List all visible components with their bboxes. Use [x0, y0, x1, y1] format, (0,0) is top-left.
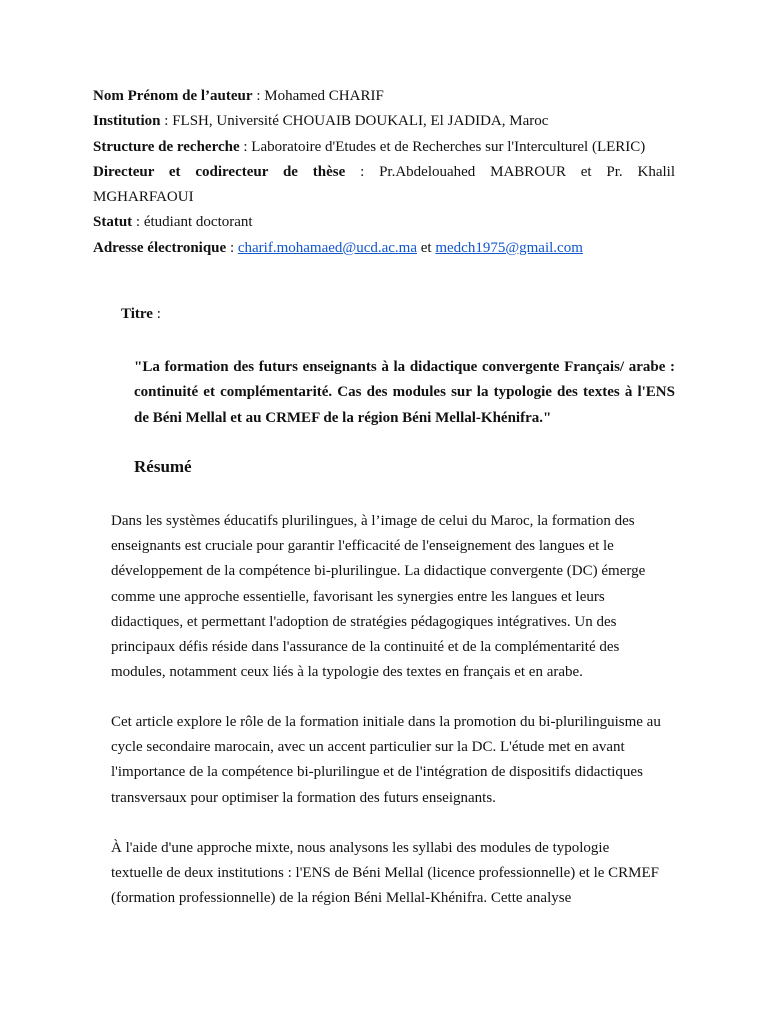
email-label: Adresse électronique: [93, 239, 227, 256]
statut-line: Statut : étudiant doctorant: [93, 214, 253, 231]
structure-value: Laboratoire d'Etudes et de Recherches sur l'Interculturel (LERIC): [251, 138, 646, 155]
email-link-2[interactable]: medch1975@gmail.com: [435, 239, 583, 256]
directeur-value-1: Pr.Abdelouahed MABROUR et Pr. Khalil: [379, 163, 675, 180]
author-name: Mohamed CHARIF: [264, 88, 384, 104]
article-title: "La formation des futurs enseignants à la didactique convergente Français/ arabe : continuité et complémentarité. Cas des modules sur la typologie des textes à l'ENS de Béni Mellal et au CRMEF de la région Béni Mellal-Khénifra.": [134, 359, 675, 426]
directeur-line-2: [93, 185, 675, 210]
structure-label: Structure de recherche: [93, 138, 240, 155]
resume-paragraph-1: Dans les systèmes éducatifs plurilingues, à l’image de celui du Maroc, la formation des enseignants est cruciale pour garantir l'efficacité de l'enseignement des langues et le développement de la compétence bi-plurilingue. La didactique convergente (DC) émerge comme une approche essentielle, favorisant les synergies entre les langues et leurs didactiques, et permettant l'adoption de stratégies pédagogiques intégratives. Un des principaux défis réside dans l'assurance de la continuité et de la complémentarité des modules, notamment ceux liés à la typologie des textes en français et en arabe.: [111, 513, 646, 681]
structure-line: Structure de recherche : Laboratoire d'Etudes et de Recherches sur l'Interculturel (LERIC): [93, 138, 646, 155]
directeur-value-2: MGHARFAOUI: [93, 189, 194, 206]
statut-value: étudiant doctorant: [143, 214, 253, 231]
author-line: Nom Prénom de l’auteur : Mohamed CHARIF: [93, 88, 384, 104]
author-metadata: [93, 84, 675, 261]
titre-label: Titre: [121, 306, 153, 322]
directeur-line: Directeur et codirecteur de thèse : Pr.Abdelouahed MABROUR et Pr. Khalil: [93, 163, 675, 180]
email-link-1[interactable]: charif.mohamaed@ucd.ac.ma: [237, 239, 418, 256]
titre-heading: Titre :: [121, 306, 161, 322]
directeur-label: Directeur et codirecteur de thèse: [93, 163, 346, 180]
resume-paragraph-3: À l'aide d'une approche mixte, nous analysons les syllabi des modules de typologie textuelle de deux institutions : l'ENS de Béni Mellal (licence professionnelle) et le CRMEF (formation professionnelle) de la région Béni Mellal-Khénifra. Cette analyse: [111, 840, 660, 907]
resume-heading: Résumé: [134, 457, 192, 476]
author-label: Nom Prénom de l’auteur: [93, 88, 253, 104]
institution-label: Institution: [93, 113, 161, 130]
statut-label: Statut: [93, 214, 133, 231]
resume-paragraph-2: Cet article explore le rôle de la formation initiale dans la promotion du bi-plurilinguisme au cycle secondaire marocain, avec un accent particulier sur la DC. L'étude met en avant l'importance de la compétence bi-plurilingue et de l'intégration de dispositifs didactiques transversaux pour optimiser la formation des futurs enseignants.: [111, 714, 661, 806]
institution-line: Institution : FLSH, Université CHOUAIB DOUKALI, El JADIDA, Maroc: [93, 113, 549, 130]
email-line: Adresse électronique : charif.mohamaed@ucd.ac.ma et medch1975@gmail.com: [93, 239, 583, 256]
institution-value: FLSH, Université CHOUAIB DOUKALI, El JADIDA, Maroc: [172, 113, 549, 130]
